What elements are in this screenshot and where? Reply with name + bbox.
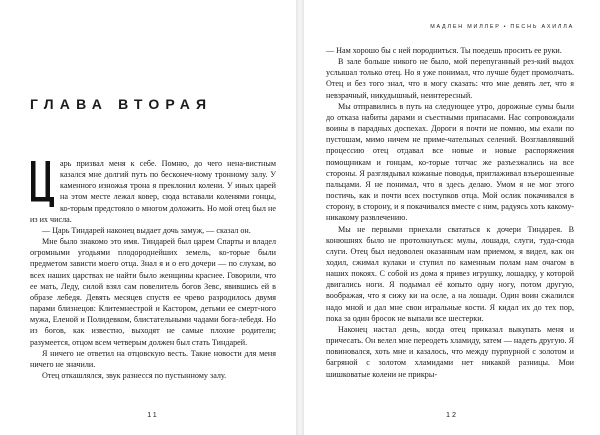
drop-cap-glyph [30, 161, 55, 207]
paragraph: Я ничего не ответил на отцовскую весть. Такие новости для меня ничего не значили. [30, 348, 276, 369]
right-page [304, 0, 600, 435]
header-separator: • [503, 24, 508, 30]
right-page-body [326, 45, 574, 380]
drop-cap [30, 161, 55, 207]
paragraph: Мы отправились в путь на следующее утро, дорожные сумы были до отказа набиты дарами и съестными припасами. Нас сопровождали воины в парадных доспехах. Дороги я почти не помню, мы ехали по пустошам, мимо ничем не приме-чательных селений. Возглавлявший процессию отец отдавал все новые и новые распоряжения помощникам и гонцам, ко-торые тотчас же разъезжались на все стороны. Я разглядывал кожаные поводья, приглаживал взъерошенные пальцами. Я не понимал, что я здесь делаю. Умом я не мог этого постичь, как и почти всех поступков отца. Мой ослик покачивался в сторону, в сторону, и я покачивался вместе с ним, радуясь хоть какому-никакому развлечению. [326, 101, 574, 223]
chapter-title: ГЛАВА ВТОРАЯ [30, 96, 213, 112]
paragraph: Наконец настал день, когда отец приказал выкупать меня и причесать. Он велел мне переодеть хламиду, затем — надеть другую. Я повиновался, хоть мне и казалось, что между пурпурной с золотом и багряной с золотом хламидами нет никакой разницы. Мои шишковатые колени не прикры- [326, 324, 574, 379]
left-page-body [30, 158, 276, 381]
paragraph: — Царь Тиндарей наконец выдает дочь замуж, — сказал он. [42, 225, 251, 235]
running-header [326, 24, 574, 30]
header-book-title: ПЕСНЬ АХИЛЛА [510, 24, 574, 30]
book-gutter [296, 0, 304, 435]
paragraph: Мне было знакомо это имя. Тиндарей был царем Спарты и владел огромными угодьями плодороднейших земель, ко-торые были предметом зависти моего отца. Знал я и о его дочери — по слухам, во всех наших царствах не найти было женщины краснее. Говорили, что ее мать, Леду, силой взял сам повелитель богов Зевс, явившись ей в образе лебедя. Девять месяцев спустя ее чрево разродилось двумя парами близнецов: Клитемнестрой и Кастором, детьми ее смерт-ного мужа, Еленой и Полидевком, блистательными чадами бога-лебедя. Но из богов, как известно, выходят не самые плохие родители; разумеется, отцом всем четверым должен был стать Тиндарей. [30, 237, 276, 347]
paragraph: Отец откашлялся, звук разнесся по пустынному залу. [42, 370, 227, 380]
paragraph: В зале больше никого не было, мой перепуганный рез-кий выдох услышал только отец. Но я уже понимал, что лучше будет промолчать. Отец и без того знал, что я могу сказать: что мне девять лет, что я невзрачный, никудышный, неинтересный. [326, 57, 574, 100]
paragraph: — Нам хорошо бы с ней породниться. Ты поедешь просить ее руки. [326, 46, 562, 55]
left-page [0, 0, 296, 435]
page-number: 12 [446, 410, 458, 419]
paragraph-text: арь призвал меня к себе. Помню, до чего нена-вистным казался мне долгий путь по бесконеч-ному тронному залу. У каменного изножья трона я преклонил колени. У иных царей на этом месте лежал ковер, сюда вставали коленями гонцы, ко-торым предстояло о многом доложить. Но мой отец был не из их числа. [30, 159, 276, 224]
paragraph [30, 158, 276, 225]
paragraph: Мы не первыми приехали свататься к дочери Тиндарея. В конюшнях было не протолкнуться: мулы, лошади, слуги, туда-сюда слуги. Отец был недоволен оказанным нам приемом, я видел, как он ходил, сжимал кулаки и ступил по каменным полам нам очагом в наших покоях. С собой из дома я привез игрушку, лошадку, у которой двигались ноги. Я подымал её копыто одну ногу, потом другую, воображая, что я сижу ки на осле, а на лошади. Один воин сжалился надо мной и дал мне свои игральные кости. Я кидал их до тех пор, пока за один бросок не выпали все шестерки. [326, 224, 574, 323]
header-author: МАДЛЕН МИЛЛЕР [430, 24, 501, 30]
page-number: 11 [147, 410, 159, 419]
